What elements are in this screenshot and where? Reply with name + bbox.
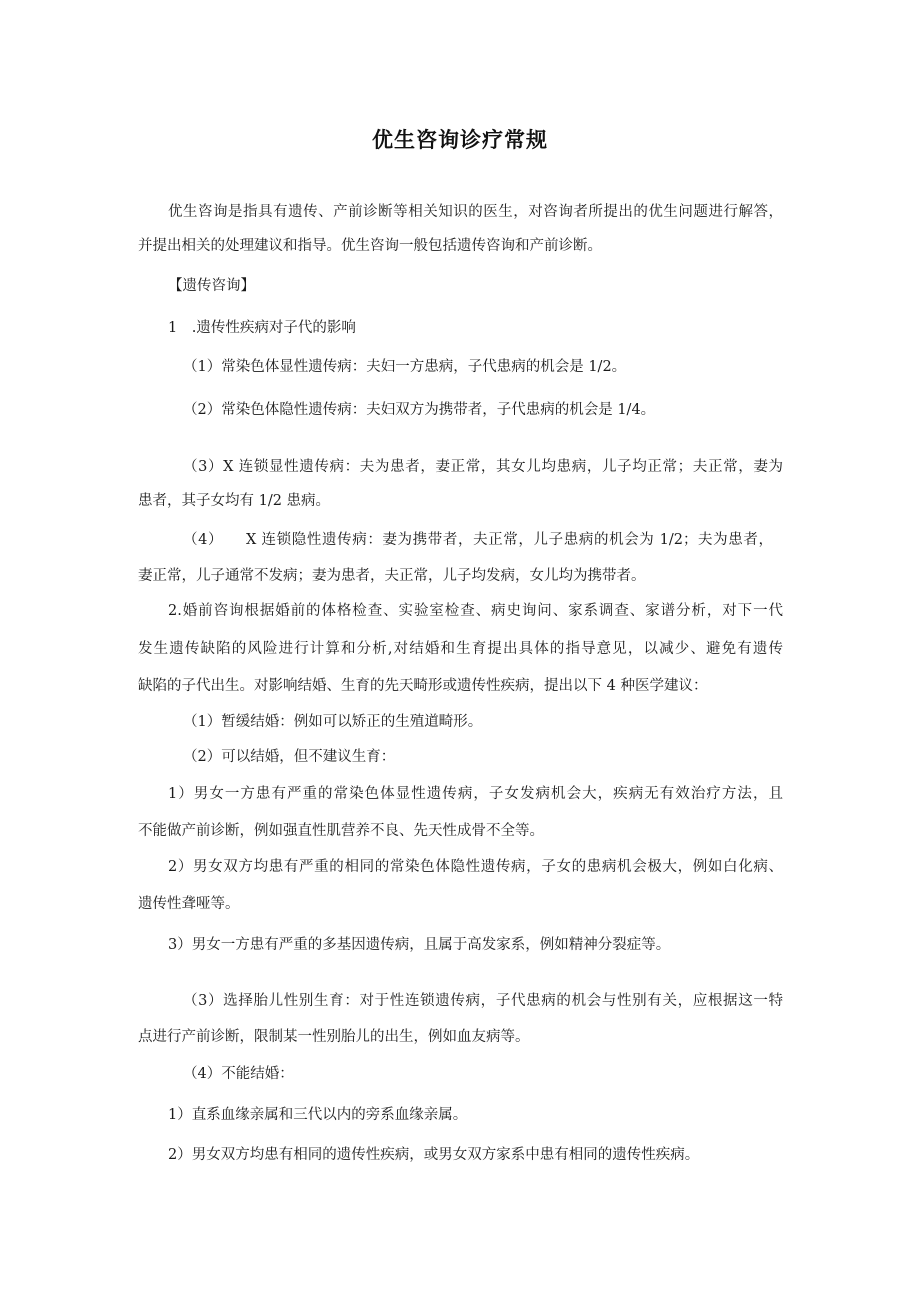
sub-list-item: 3）男女一方患有严重的多基因遗传病，且属于高发家系，例如精神分裂症等。 (168, 937, 671, 953)
sub-list-item: 2）男女双方均患有相同的遗传性疾病，或男女双方家系中患有相同的遗传性疾病。 (168, 1147, 700, 1163)
sub-list-item: 1）直系血缘亲属和三代以内的旁系血缘亲属。 (168, 1107, 468, 1123)
list-heading: 1 .遗传性疾病对子代的影响 (168, 320, 356, 336)
section-heading: 【遗传咨询】 (168, 278, 255, 294)
list-item-continued: 患者，其子女均有 1/2 患病。 (138, 493, 331, 509)
list-item: （3）选择胎儿性别生育：对于性连锁遗传病，子代患病的机会与性别有关，应根据这一特 (183, 993, 783, 1009)
list-item-continued: 妻正常，儿子通常不发病；妻为患者，夫正常，儿子均发病，女儿均为携带者。 (138, 568, 646, 584)
sub-list-item: 1）男女一方患有严重的常染色体显性遗传病，子女发病机会大，疾病无有效治疗方法，且 (168, 786, 783, 802)
list-item: （2）可以结婚，但不建议生育： (183, 749, 396, 765)
list-item: （1）暂缓结婚：例如可以矫正的生殖道畸形。 (183, 714, 483, 730)
list-item: （3）X 连锁显性遗传病：夫为患者，妻正常，其女儿均患病，儿子均正常；夫正常，妻为 (183, 459, 783, 475)
paragraph-line: 2.婚前咨询根据婚前的体格检查、实验室检查、病史询问、家系调查、家谱分析，对下一代 (168, 603, 783, 619)
list-item: （4） X 连锁隐性遗传病：妻为携带者，夫正常，儿子患病的机会为 1/2；夫为患者， (183, 532, 773, 548)
list-item: （4）不能结婚： (183, 1066, 294, 1082)
list-item: （1）常染色体显性遗传病：夫妇一方患病，子代患病的机会是 1/2。 (183, 359, 627, 375)
sub-list-item-continued: 遗传性聋哑等。 (138, 896, 240, 912)
paragraph-line: 发生遗传缺陷的风险进行计算和分析,对结婚和生育提出具体的指导意见，以减少、避免有遗传 (138, 641, 783, 657)
sub-list-item-continued: 不能做产前诊断，例如强直性肌营养不良、先天性成骨不全等。 (138, 823, 544, 839)
list-item: （2）常染色体隐性遗传病：夫妇双方为携带者，子代患病的机会是 1/4。 (183, 402, 656, 418)
list-item-continued: 点进行产前诊断，限制某一性别胎儿的出生，例如血友病等。 (138, 1029, 530, 1045)
paragraph-line: 缺陷的子代出生。对影响结婚、生育的先天畸形或遗传性疾病，提出以下 4 种医学建议： (138, 678, 708, 694)
paragraph-line: 并提出相关的处理建议和指导。优生咨询一般包括遗传咨询和产前诊断。 (138, 238, 602, 254)
paragraph-line: 优生咨询是指具有遗传、产前诊断等相关知识的医生，对咨询者所提出的优生问题进行解答， (168, 204, 783, 220)
sub-list-item: 2）男女双方均患有严重的相同的常染色体隐性遗传病，子女的患病机会极大，例如白化病、 (168, 859, 783, 875)
document-title: 优生咨询诊疗常规 (372, 128, 548, 152)
